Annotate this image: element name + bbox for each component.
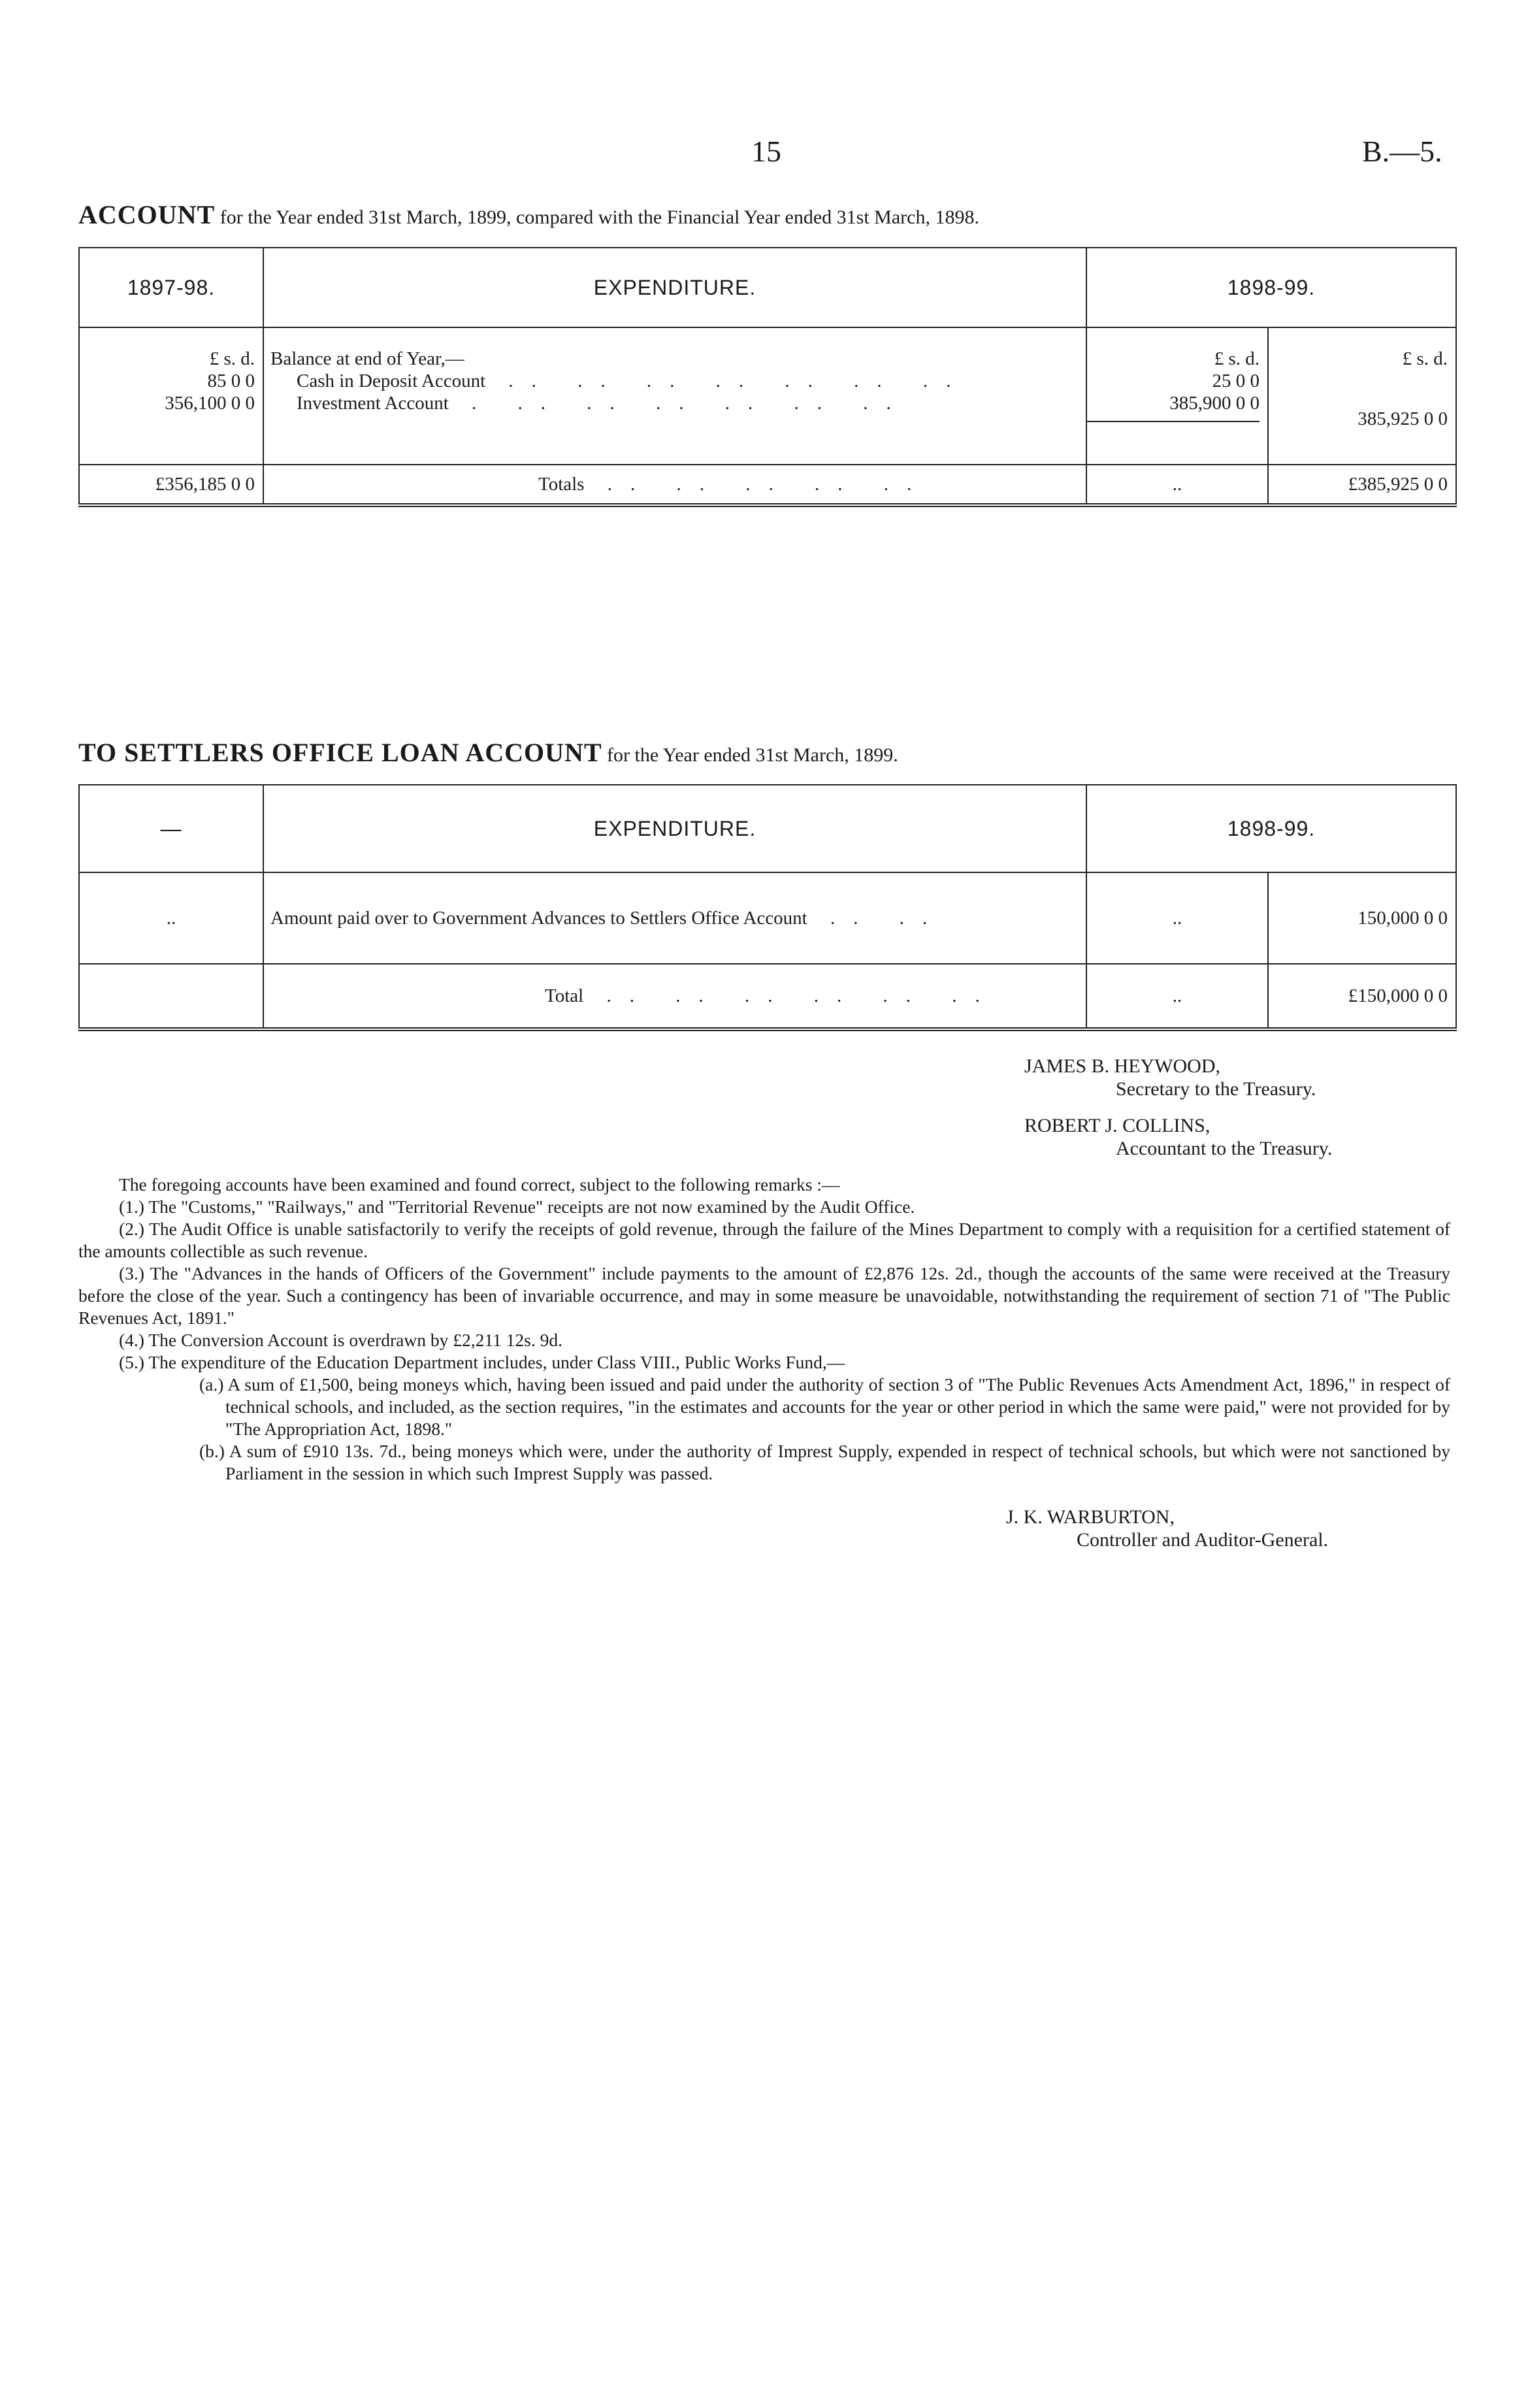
account1-heading-rest: for the Year ended 31st March, 1899, compared with the Financial Year ended 31st March, 1898. — [219, 206, 979, 228]
account2-heading-main: TO SETTLERS OFFICE LOAN ACCOUNT — [78, 738, 602, 767]
account2-table — [78, 784, 1457, 1031]
account2-item-label: Amount paid over to Government Advances to Settlers Office Account — [270, 908, 807, 929]
account1-curr-item: 385,900 0 0 — [1087, 392, 1260, 422]
remark-subitem: (a.) A sum of £1,500, being moneys which, having been issued and paid under the authority of section 3 of "The Public Revenues Acts Amendment Act, 1896," in respect of technical schools, and included, as the section requires, "in the estimates and accounts for the year or other period in which the same were paid," were not provided for by "The Appropriation Act, 1898." — [199, 1374, 1450, 1439]
account1-col-prev: 1897-98. — [79, 248, 263, 327]
account2-col-prev: — — [79, 785, 263, 872]
remark-item: (2.) The Audit Office is unable satisfactorily to verify the receipts of gold revenue, through the failure of the Mines Department to comply with a requisition for a certified statement of the amounts collectible as such revenue. — [78, 1219, 1450, 1261]
account1-col-expenditure: EXPENDITURE. — [263, 248, 1086, 327]
account1-item-label: Investment Account — [297, 393, 449, 414]
account1-heading-main: ACCOUNT — [78, 200, 216, 229]
account1-prev-currency: £ s. d. — [209, 348, 255, 369]
account1-curr-detail-cell — [1086, 327, 1268, 465]
account2-item-prev: .. — [79, 872, 263, 964]
auditor-name: J. K. WARBURTON, — [1006, 1506, 1175, 1528]
account2-total-label-cell: Total .. .. .. .. .. .. — [263, 964, 1086, 1029]
remark-item: (1.) The "Customs," "Railways," and "Territorial Revenue" receipts are not now examined by the Audit Office. — [119, 1196, 915, 1217]
account1-totals-label-cell: Totals .. .. .. .. .. — [263, 465, 1086, 505]
account1-heading — [78, 199, 979, 230]
remark-subitem: (b.) A sum of £910 13s. 7d., being moneys which were, under the authority of Imprest Supply, expended in respect of technical schools, but which were not sanctioned by Parliament in the session in which such Imprest Supply was passed. — [199, 1441, 1450, 1483]
account1-col-curr: 1898-99. — [1086, 248, 1456, 327]
account2-col-expenditure: EXPENDITURE. — [263, 785, 1086, 872]
account2-total-label: Total — [545, 985, 584, 1006]
account2-total-amount: £150,000 0 0 — [1268, 964, 1456, 1029]
account1-item-label: Cash in Deposit Account — [297, 371, 486, 391]
account1-curr-total-currency: £ s. d. — [1402, 348, 1448, 369]
page-number: 15 — [751, 135, 781, 168]
account1-curr-total-cell — [1268, 327, 1456, 465]
account2-total-prev — [79, 964, 263, 1029]
signature-name: ROBERT J. COLLINS, — [1024, 1115, 1211, 1136]
account1-totals-mid: .. — [1086, 465, 1268, 505]
account2-item-mid: .. — [1086, 872, 1268, 964]
audit-remarks — [78, 1174, 1450, 1485]
account2-col-curr: 1898-99. — [1086, 785, 1456, 872]
account2-total-mid: .. — [1086, 964, 1268, 1029]
remark-item: (5.) The expenditure of the Education Department includes, under Class VIII., Public Works Fund,— — [119, 1352, 845, 1372]
account1-item-line: Cash in Deposit Account .. .. .. .. .. .. .. — [297, 371, 969, 391]
remark-item: (4.) The Conversion Account is overdrawn by £2,211 12s. 9d. — [119, 1330, 563, 1350]
signature-name: JAMES B. HEYWOOD, — [1024, 1055, 1220, 1077]
series-code: B.—5. — [1362, 135, 1442, 168]
auditor-title: Controller and Auditor-General. — [1077, 1529, 1329, 1551]
account1-expenditure-cell — [263, 327, 1086, 465]
account1-subtotal: 385,925 0 0 — [1357, 408, 1448, 429]
account1-totals-prev: £356,185 0 0 — [79, 465, 263, 505]
account2-item-amount: 150,000 0 0 — [1268, 872, 1456, 964]
account1-totals-curr: £385,925 0 0 — [1268, 465, 1456, 505]
account1-balance-label: Balance at end of Year,— — [270, 348, 464, 369]
account1-prev-item: 85 0 0 — [207, 371, 255, 391]
account1-curr-item: 25 0 0 — [1212, 371, 1260, 391]
signature-title: Secretary to the Treasury. — [1116, 1078, 1316, 1100]
account2-item-cell: Amount paid over to Government Advances to Settlers Office Account .. .. — [263, 872, 1086, 964]
account1-prev-cell — [79, 327, 263, 465]
account2-heading — [78, 737, 898, 768]
remarks-intro: The foregoing accounts have been examined and found correct, subject to the following remarks :— — [119, 1174, 840, 1195]
account1-table — [78, 247, 1457, 507]
account1-prev-item: 356,100 0 0 — [165, 393, 255, 414]
remark-item: (3.) The "Advances in the hands of Officers of the Government" include payments to the amount of £2,876 12s. 2d., though the accounts of the same were received at the Treasury before the close of the year. Such a contingency has been of invariable occurrence, and may in some measure be unavoidable, notwithstanding the requirement of section 71 of "The Public Revenues Act, 1891." — [78, 1263, 1450, 1328]
account2-heading-rest: for the Year ended 31st March, 1899. — [607, 744, 898, 766]
account1-curr-currency: £ s. d. — [1214, 348, 1260, 369]
signature-title: Accountant to the Treasury. — [1116, 1138, 1333, 1159]
account1-item-line: Investment Account . .. .. .. .. .. .. — [297, 393, 909, 414]
account1-totals-label: Totals — [538, 474, 585, 495]
